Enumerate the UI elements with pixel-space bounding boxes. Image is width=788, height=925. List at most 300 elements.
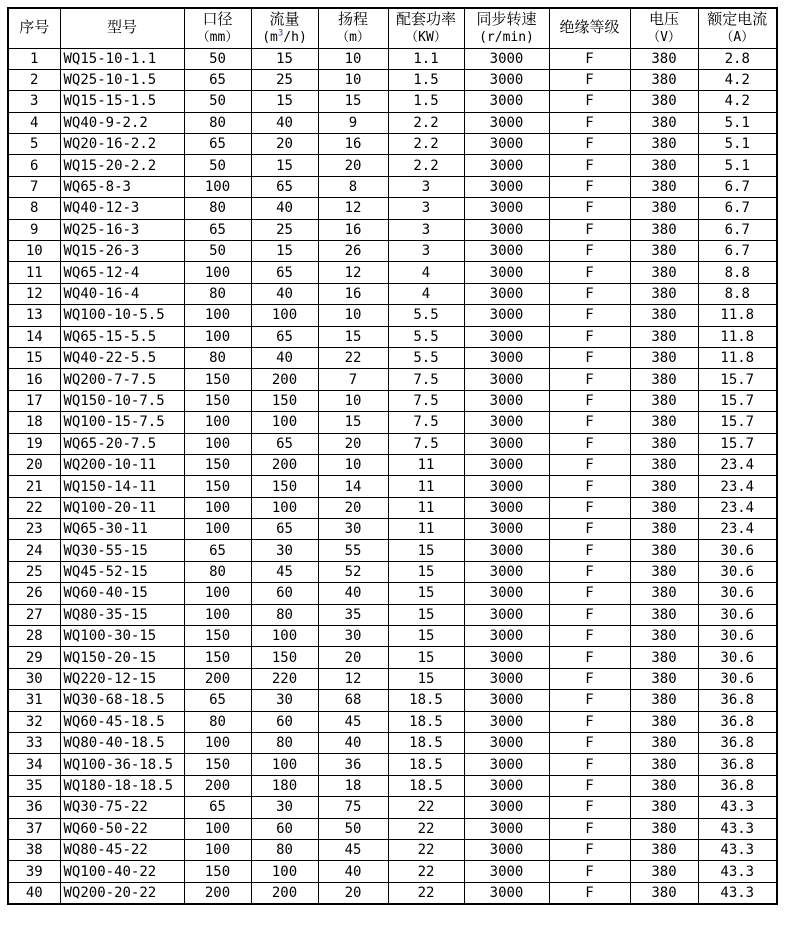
- head-cell: 15: [318, 412, 388, 433]
- power-cell: 11: [388, 519, 464, 540]
- model-cell: WQ65-12-4: [60, 262, 184, 283]
- head-cell: 20: [318, 433, 388, 454]
- voltage-cell: 380: [630, 540, 698, 561]
- speed-cell: 3000: [464, 454, 549, 475]
- serial-cell: 20: [8, 454, 60, 475]
- voltage-cell: 380: [630, 112, 698, 133]
- flow-cell: 80: [251, 604, 318, 625]
- diameter-cell: 100: [184, 733, 251, 754]
- column-unit: $(m^3/h)$: [262, 28, 307, 45]
- power-cell: 3: [388, 176, 464, 197]
- flow-cell: 100: [251, 305, 318, 326]
- flow-cell: 60: [251, 711, 318, 732]
- current-cell: 15.7: [698, 433, 777, 454]
- flow-cell: 15: [251, 91, 318, 112]
- speed-cell: 3000: [464, 476, 549, 497]
- serial-cell: 40: [8, 882, 60, 903]
- table-row: [8, 219, 777, 240]
- speed-cell: 3000: [464, 839, 549, 860]
- insulation-cell: F: [549, 69, 630, 90]
- column-unit: (r/min): [479, 29, 534, 45]
- voltage-cell: 380: [630, 198, 698, 219]
- table-row: [8, 604, 777, 625]
- table-header: [8, 8, 777, 48]
- serial-cell: 7: [8, 176, 60, 197]
- table-row: [8, 583, 777, 604]
- serial-cell: 13: [8, 305, 60, 326]
- head-cell: 40: [318, 861, 388, 882]
- diameter-cell: 150: [184, 861, 251, 882]
- voltage-cell: 380: [630, 412, 698, 433]
- speed-cell: 3000: [464, 797, 549, 818]
- cubic-superscript: 3: [277, 28, 284, 39]
- head-cell: 45: [318, 711, 388, 732]
- head-cell: 40: [318, 583, 388, 604]
- power-cell: 7.5: [388, 433, 464, 454]
- table-row: [8, 733, 777, 754]
- header-row: [8, 8, 777, 48]
- voltage-cell: 380: [630, 176, 698, 197]
- current-cell: 15.7: [698, 390, 777, 411]
- insulation-cell: F: [549, 882, 630, 903]
- head-cell: 15: [318, 91, 388, 112]
- current-cell: 23.4: [698, 497, 777, 518]
- table-row: [8, 134, 777, 155]
- head-cell: 45: [318, 839, 388, 860]
- flow-cell: 200: [251, 882, 318, 903]
- speed-cell: 3000: [464, 733, 549, 754]
- voltage-cell: 380: [630, 818, 698, 839]
- table-body: [8, 48, 777, 904]
- power-cell: 22: [388, 797, 464, 818]
- serial-cell: 35: [8, 775, 60, 796]
- head-cell: 9: [318, 112, 388, 133]
- column-title: 型号: [106, 18, 137, 36]
- head-cell: 8: [318, 176, 388, 197]
- insulation-cell: F: [549, 690, 630, 711]
- flow-cell: 100: [251, 754, 318, 775]
- current-cell: 30.6: [698, 647, 777, 668]
- flow-cell: 200: [251, 369, 318, 390]
- serial-cell: 33: [8, 733, 60, 754]
- model-cell: WQ25-16-3: [60, 219, 184, 240]
- head-cell: 16: [318, 134, 388, 155]
- speed-cell: 3000: [464, 48, 549, 69]
- current-cell: 23.4: [698, 519, 777, 540]
- current-cell: 36.8: [698, 711, 777, 732]
- table-row: [8, 454, 777, 475]
- model-cell: WQ65-20-7.5: [60, 433, 184, 454]
- insulation-cell: F: [549, 454, 630, 475]
- serial-cell: 39: [8, 861, 60, 882]
- power-cell: 18.5: [388, 733, 464, 754]
- voltage-cell: 380: [630, 262, 698, 283]
- current-cell: 30.6: [698, 561, 777, 582]
- diameter-cell: 65: [184, 540, 251, 561]
- flow-cell: 180: [251, 775, 318, 796]
- flow-cell: 65: [251, 262, 318, 283]
- current-cell: 6.7: [698, 241, 777, 262]
- current-cell: 43.3: [698, 818, 777, 839]
- flow-cell: 40: [251, 347, 318, 368]
- table-row: [8, 647, 777, 668]
- speed-cell: 3000: [464, 690, 549, 711]
- model-cell: WQ100-36-18.5: [60, 754, 184, 775]
- insulation-cell: F: [549, 497, 630, 518]
- serial-cell: 9: [8, 219, 60, 240]
- head-cell: 40: [318, 733, 388, 754]
- speed-cell: 3000: [464, 540, 549, 561]
- voltage-cell: 380: [630, 604, 698, 625]
- head-cell: 55: [318, 540, 388, 561]
- head-cell: 30: [318, 626, 388, 647]
- voltage-cell: 380: [630, 48, 698, 69]
- speed-cell: 3000: [464, 219, 549, 240]
- speed-cell: 3000: [464, 176, 549, 197]
- current-cell: 30.6: [698, 540, 777, 561]
- speed-cell: 3000: [464, 647, 549, 668]
- serial-cell: 16: [8, 369, 60, 390]
- table-row: [8, 861, 777, 882]
- model-cell: WQ60-45-18.5: [60, 711, 184, 732]
- voltage-cell: 380: [630, 754, 698, 775]
- serial-cell: 12: [8, 283, 60, 304]
- diameter-cell: 150: [184, 754, 251, 775]
- flow-cell: 20: [251, 134, 318, 155]
- speed-cell: 3000: [464, 198, 549, 219]
- head-cell: 16: [318, 219, 388, 240]
- current-cell: 36.8: [698, 775, 777, 796]
- power-cell: 7.5: [388, 412, 464, 433]
- serial-cell: 23: [8, 519, 60, 540]
- power-cell: 2.2: [388, 112, 464, 133]
- table-row: [8, 668, 777, 689]
- power-cell: 4: [388, 283, 464, 304]
- table-row: [8, 754, 777, 775]
- current-cell: 30.6: [698, 668, 777, 689]
- power-cell: 1.5: [388, 91, 464, 112]
- head-cell: 20: [318, 155, 388, 176]
- voltage-cell: 380: [630, 519, 698, 540]
- diameter-cell: 150: [184, 369, 251, 390]
- flow-cell: 150: [251, 390, 318, 411]
- insulation-cell: F: [549, 668, 630, 689]
- serial-cell: 3: [8, 91, 60, 112]
- insulation-cell: F: [549, 519, 630, 540]
- table-row: [8, 369, 777, 390]
- insulation-cell: F: [549, 390, 630, 411]
- model-cell: WQ100-20-11: [60, 497, 184, 518]
- column-title: 流量: [269, 10, 300, 28]
- column-header-head: [318, 8, 388, 48]
- model-cell: WQ100-15-7.5: [60, 412, 184, 433]
- flow-cell: 15: [251, 241, 318, 262]
- current-cell: 8.8: [698, 283, 777, 304]
- insulation-cell: F: [549, 412, 630, 433]
- column-header-current: [698, 8, 777, 48]
- serial-cell: 28: [8, 626, 60, 647]
- power-cell: 7.5: [388, 369, 464, 390]
- diameter-cell: 80: [184, 283, 251, 304]
- insulation-cell: F: [549, 626, 630, 647]
- table-row: [8, 241, 777, 262]
- model-cell: WQ150-14-11: [60, 476, 184, 497]
- speed-cell: 3000: [464, 112, 549, 133]
- column-unit: （mm）: [196, 29, 239, 45]
- voltage-cell: 380: [630, 668, 698, 689]
- model-cell: WQ65-8-3: [60, 176, 184, 197]
- head-cell: 10: [318, 48, 388, 69]
- voltage-cell: 380: [630, 647, 698, 668]
- serial-cell: 34: [8, 754, 60, 775]
- table-row: [8, 690, 777, 711]
- flow-cell: 65: [251, 176, 318, 197]
- speed-cell: 3000: [464, 711, 549, 732]
- head-cell: 15: [318, 326, 388, 347]
- serial-cell: 8: [8, 198, 60, 219]
- speed-cell: 3000: [464, 626, 549, 647]
- flow-cell: 30: [251, 540, 318, 561]
- current-cell: 8.8: [698, 262, 777, 283]
- model-cell: WQ45-52-15: [60, 561, 184, 582]
- serial-cell: 38: [8, 839, 60, 860]
- speed-cell: 3000: [464, 412, 549, 433]
- speed-cell: 3000: [464, 134, 549, 155]
- model-cell: WQ30-55-15: [60, 540, 184, 561]
- head-cell: 16: [318, 283, 388, 304]
- power-cell: 5.5: [388, 305, 464, 326]
- insulation-cell: F: [549, 604, 630, 625]
- head-cell: 14: [318, 476, 388, 497]
- speed-cell: 3000: [464, 305, 549, 326]
- diameter-cell: 65: [184, 69, 251, 90]
- current-cell: 36.8: [698, 690, 777, 711]
- power-cell: 22: [388, 839, 464, 860]
- power-cell: 11: [388, 497, 464, 518]
- current-cell: 43.3: [698, 882, 777, 903]
- table-row: [8, 626, 777, 647]
- flow-cell: 40: [251, 283, 318, 304]
- speed-cell: 3000: [464, 369, 549, 390]
- table-row: [8, 882, 777, 903]
- serial-cell: 19: [8, 433, 60, 454]
- flow-cell: 60: [251, 818, 318, 839]
- serial-cell: 22: [8, 497, 60, 518]
- head-cell: 52: [318, 561, 388, 582]
- voltage-cell: 380: [630, 861, 698, 882]
- table-row: [8, 540, 777, 561]
- table-row: [8, 561, 777, 582]
- flow-cell: 30: [251, 797, 318, 818]
- insulation-cell: F: [549, 839, 630, 860]
- insulation-cell: F: [549, 476, 630, 497]
- voltage-cell: 380: [630, 305, 698, 326]
- current-cell: 30.6: [698, 626, 777, 647]
- power-cell: 15: [388, 626, 464, 647]
- flow-cell: 80: [251, 733, 318, 754]
- voltage-cell: 380: [630, 454, 698, 475]
- power-cell: 4: [388, 262, 464, 283]
- serial-cell: 14: [8, 326, 60, 347]
- model-cell: WQ80-40-18.5: [60, 733, 184, 754]
- insulation-cell: F: [549, 134, 630, 155]
- serial-cell: 24: [8, 540, 60, 561]
- head-cell: 10: [318, 69, 388, 90]
- current-cell: 11.8: [698, 326, 777, 347]
- model-cell: WQ100-30-15: [60, 626, 184, 647]
- flow-cell: 200: [251, 454, 318, 475]
- insulation-cell: F: [549, 283, 630, 304]
- column-header-power: [388, 8, 464, 48]
- table-row: [8, 91, 777, 112]
- voltage-cell: 380: [630, 347, 698, 368]
- speed-cell: 3000: [464, 861, 549, 882]
- voltage-cell: 380: [630, 219, 698, 240]
- head-cell: 68: [318, 690, 388, 711]
- model-cell: WQ15-15-1.5: [60, 91, 184, 112]
- insulation-cell: F: [549, 176, 630, 197]
- table-row: [8, 262, 777, 283]
- flow-cell: 40: [251, 198, 318, 219]
- flow-cell: 25: [251, 219, 318, 240]
- insulation-cell: F: [549, 369, 630, 390]
- serial-cell: 36: [8, 797, 60, 818]
- table-row: [8, 412, 777, 433]
- voltage-cell: 380: [630, 69, 698, 90]
- table-row: [8, 711, 777, 732]
- head-cell: 10: [318, 390, 388, 411]
- power-cell: 15: [388, 583, 464, 604]
- insulation-cell: F: [549, 48, 630, 69]
- model-cell: WQ30-68-18.5: [60, 690, 184, 711]
- head-cell: 30: [318, 519, 388, 540]
- current-cell: 5.1: [698, 112, 777, 133]
- voltage-cell: 380: [630, 733, 698, 754]
- power-cell: 11: [388, 476, 464, 497]
- head-cell: 10: [318, 454, 388, 475]
- model-cell: WQ150-20-15: [60, 647, 184, 668]
- power-cell: 15: [388, 668, 464, 689]
- model-cell: WQ100-10-5.5: [60, 305, 184, 326]
- table-row: [8, 283, 777, 304]
- insulation-cell: F: [549, 540, 630, 561]
- table-row: [8, 305, 777, 326]
- current-cell: 2.8: [698, 48, 777, 69]
- column-header-serial: [8, 8, 60, 48]
- model-cell: WQ200-10-11: [60, 454, 184, 475]
- current-cell: 43.3: [698, 839, 777, 860]
- current-cell: 6.7: [698, 219, 777, 240]
- insulation-cell: F: [549, 797, 630, 818]
- insulation-cell: F: [549, 583, 630, 604]
- flow-cell: 100: [251, 412, 318, 433]
- power-cell: 15: [388, 647, 464, 668]
- table-row: [8, 818, 777, 839]
- current-cell: 30.6: [698, 604, 777, 625]
- voltage-cell: 380: [630, 134, 698, 155]
- model-cell: WQ65-15-5.5: [60, 326, 184, 347]
- serial-cell: 2: [8, 69, 60, 90]
- power-cell: 3: [388, 219, 464, 240]
- model-cell: WQ200-20-22: [60, 882, 184, 903]
- model-cell: WQ15-10-1.1: [60, 48, 184, 69]
- head-cell: 75: [318, 797, 388, 818]
- power-cell: 22: [388, 861, 464, 882]
- speed-cell: 3000: [464, 347, 549, 368]
- diameter-cell: 80: [184, 112, 251, 133]
- head-cell: 20: [318, 882, 388, 903]
- voltage-cell: 380: [630, 839, 698, 860]
- table-row: [8, 48, 777, 69]
- head-cell: 12: [318, 668, 388, 689]
- speed-cell: 3000: [464, 390, 549, 411]
- voltage-cell: 380: [630, 433, 698, 454]
- table-row: [8, 198, 777, 219]
- voltage-cell: 380: [630, 241, 698, 262]
- model-cell: WQ80-45-22: [60, 839, 184, 860]
- speed-cell: 3000: [464, 433, 549, 454]
- table-row: [8, 347, 777, 368]
- speed-cell: 3000: [464, 155, 549, 176]
- voltage-cell: 380: [630, 882, 698, 903]
- column-header-voltage: [630, 8, 698, 48]
- power-cell: 18.5: [388, 711, 464, 732]
- serial-cell: 29: [8, 647, 60, 668]
- head-cell: 7: [318, 369, 388, 390]
- diameter-cell: 100: [184, 497, 251, 518]
- power-cell: 5.5: [388, 326, 464, 347]
- model-cell: WQ30-75-22: [60, 797, 184, 818]
- model-cell: WQ60-40-15: [60, 583, 184, 604]
- head-cell: 36: [318, 754, 388, 775]
- power-cell: 22: [388, 882, 464, 903]
- speed-cell: 3000: [464, 882, 549, 903]
- serial-cell: 5: [8, 134, 60, 155]
- flow-cell: 100: [251, 861, 318, 882]
- speed-cell: 3000: [464, 668, 549, 689]
- insulation-cell: F: [549, 754, 630, 775]
- speed-cell: 3000: [464, 69, 549, 90]
- diameter-cell: 150: [184, 626, 251, 647]
- serial-cell: 21: [8, 476, 60, 497]
- model-cell: WQ80-35-15: [60, 604, 184, 625]
- pump-spec-table: [7, 7, 778, 905]
- diameter-cell: 80: [184, 711, 251, 732]
- column-title: 口径: [202, 10, 233, 28]
- current-cell: 11.8: [698, 305, 777, 326]
- insulation-cell: F: [549, 198, 630, 219]
- model-cell: WQ40-12-3: [60, 198, 184, 219]
- insulation-cell: F: [549, 91, 630, 112]
- model-cell: WQ150-10-7.5: [60, 390, 184, 411]
- power-cell: 3: [388, 198, 464, 219]
- model-cell: WQ40-16-4: [60, 283, 184, 304]
- insulation-cell: F: [549, 818, 630, 839]
- power-cell: 5.5: [388, 347, 464, 368]
- column-title: 配套功率: [395, 10, 456, 28]
- table-row: [8, 176, 777, 197]
- table-row: [8, 433, 777, 454]
- diameter-cell: 100: [184, 433, 251, 454]
- insulation-cell: F: [549, 347, 630, 368]
- diameter-cell: 50: [184, 241, 251, 262]
- serial-cell: 25: [8, 561, 60, 582]
- table-row: [8, 155, 777, 176]
- diameter-cell: 100: [184, 604, 251, 625]
- diameter-cell: 100: [184, 839, 251, 860]
- insulation-cell: F: [549, 861, 630, 882]
- diameter-cell: 80: [184, 347, 251, 368]
